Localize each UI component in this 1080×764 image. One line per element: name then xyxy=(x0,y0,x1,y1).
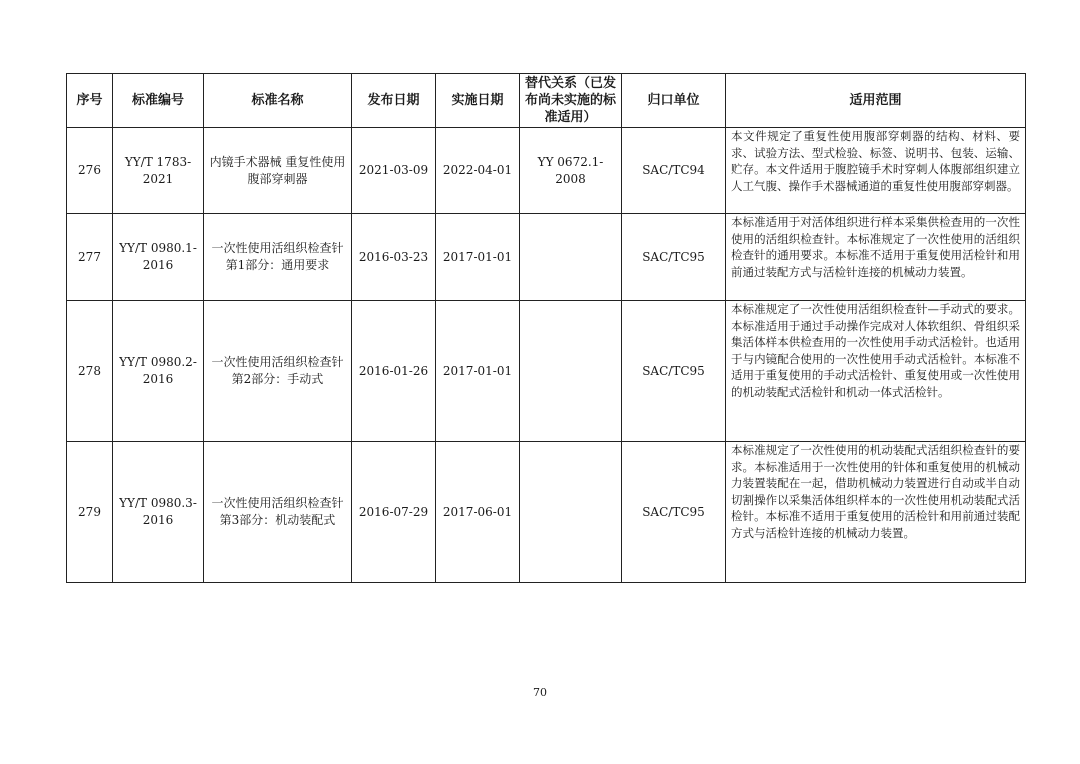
cell-publish-date: 2016-07-29 xyxy=(352,442,436,583)
cell-name: 一次性使用活组织检查针 第2部分：手动式 xyxy=(204,301,352,442)
cell-name: 一次性使用活组织检查针 第1部分：通用要求 xyxy=(204,214,352,301)
cell-committee: SAC/TC94 xyxy=(622,128,726,214)
cell-code: YY/T 0980.1-2016 xyxy=(113,214,204,301)
header-replaces: 替代关系（已发布尚未实施的标准适用） xyxy=(520,74,622,128)
cell-index: 276 xyxy=(67,128,113,214)
cell-index: 277 xyxy=(67,214,113,301)
cell-code: YY/T 1783-2021 xyxy=(113,128,204,214)
header-publish-date: 发布日期 xyxy=(352,74,436,128)
cell-index: 278 xyxy=(67,301,113,442)
cell-scope: 本标准规定了一次性使用活组织检查针—手动式的要求。本标准适用于通过手动操作完成对人体软组织、骨组织采集活体样本供检查用的一次性使用手动式活检针。也适用于与内镜配合使用的一次性使用手动式活检针。本标准不适用于重复使用的手动式活检针、重复使用或一次性使用的机动装配式活检针和机动一体式活检针。 xyxy=(726,301,1026,442)
cell-committee: SAC/TC95 xyxy=(622,214,726,301)
table-row xyxy=(67,301,1026,442)
header-code: 标准编号 xyxy=(113,74,204,128)
cell-scope: 本文件规定了重复性使用腹部穿刺器的结构、材料、要求、试验方法、型式检验、标签、说明书、包装、运输、贮存。本文件适用于腹腔镜手术时穿刺人体腹部组织建立人工气腹、操作手术器械通道的重复性使用腹部穿刺器。 xyxy=(726,128,1026,214)
cell-code: YY/T 0980.3-2016 xyxy=(113,442,204,583)
cell-scope: 本标准适用于对活体组织进行样本采集供检查用的一次性使用的活组织检查针。本标准规定了一次性使用的活组织检查针的通用要求。本标准不适用于重复使用活检针和用前通过装配方式与活检针连接的机械动力装置。 xyxy=(726,214,1026,301)
cell-effective-date: 2017-06-01 xyxy=(436,442,520,583)
cell-effective-date: 2022-04-01 xyxy=(436,128,520,214)
cell-effective-date: 2017-01-01 xyxy=(436,214,520,301)
table-row xyxy=(67,214,1026,301)
cell-committee: SAC/TC95 xyxy=(622,442,726,583)
cell-replaces xyxy=(520,301,622,442)
table-row xyxy=(67,442,1026,583)
header-name: 标准名称 xyxy=(204,74,352,128)
header-committee: 归口单位 xyxy=(622,74,726,128)
cell-publish-date: 2021-03-09 xyxy=(352,128,436,214)
cell-replaces xyxy=(520,442,622,583)
table-row xyxy=(67,128,1026,214)
cell-replaces xyxy=(520,214,622,301)
page-number: 70 xyxy=(533,686,547,699)
cell-code: YY/T 0980.2-2016 xyxy=(113,301,204,442)
cell-replaces: YY 0672.1-2008 xyxy=(520,128,622,214)
cell-committee: SAC/TC95 xyxy=(622,301,726,442)
cell-name: 一次性使用活组织检查针 第3部分：机动装配式 xyxy=(204,442,352,583)
cell-index: 279 xyxy=(67,442,113,583)
cell-scope: 本标准规定了一次性使用的机动装配式活组织检查针的要求。本标准适用于一次性使用的针体和重复使用的机械动力装置装配在一起，借助机械动力装置进行自动或半自动切割操作以采集活体组织样本的一次性使用机动装配式活检针。本标准不适用于重复使用的活检针和用前通过装配方式与活检针连接的机械动力装置。 xyxy=(726,442,1026,583)
header-effective-date: 实施日期 xyxy=(436,74,520,128)
cell-effective-date: 2017-01-01 xyxy=(436,301,520,442)
standards-table xyxy=(66,73,1026,583)
cell-publish-date: 2016-01-26 xyxy=(352,301,436,442)
header-index: 序号 xyxy=(67,74,113,128)
table-header-row xyxy=(67,74,1026,128)
header-scope: 适用范围 xyxy=(726,74,1026,128)
cell-publish-date: 2016-03-23 xyxy=(352,214,436,301)
cell-name: 内镜手术器械 重复性使用腹部穿刺器 xyxy=(204,128,352,214)
